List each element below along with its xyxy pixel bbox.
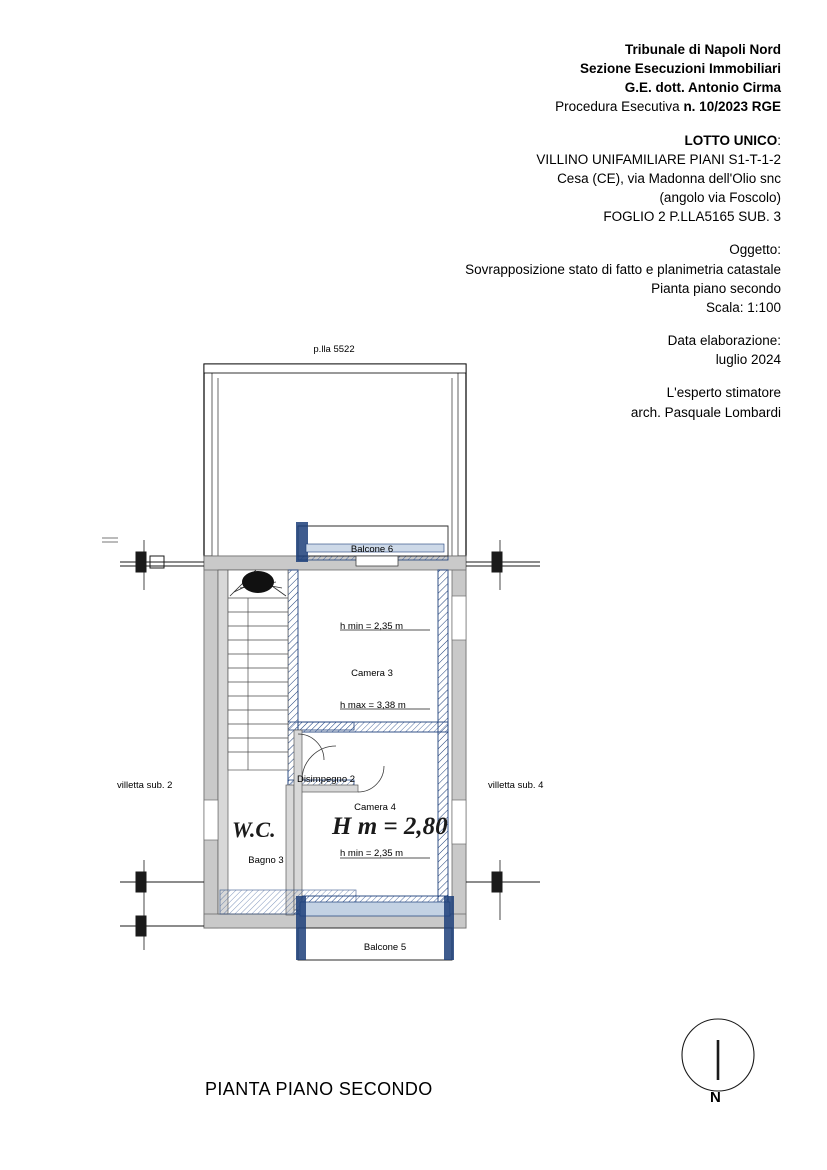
room-label-camera-3: Camera 3 bbox=[351, 668, 393, 679]
procedure-number: n. 10/2023 RGE bbox=[683, 99, 781, 115]
procedure-line bbox=[301, 97, 781, 116]
date-label: Data elaborazione: bbox=[667, 333, 781, 349]
room-label-camera-4: Camera 4 bbox=[354, 802, 396, 813]
handwritten-height: H m = 2,80 bbox=[332, 813, 448, 840]
judge-name: G.E. dott. Antonio Cirma bbox=[624, 80, 781, 96]
expert-label: L'esperto stimatore bbox=[666, 385, 781, 401]
room-label-bagno-3: Bagno 3 bbox=[248, 855, 284, 866]
object-block bbox=[301, 240, 781, 317]
lot-line bbox=[301, 131, 781, 150]
date-value: luglio 2024 bbox=[715, 352, 781, 368]
floor-plan-svg bbox=[100, 330, 660, 1030]
height-max-camera3: h max = 3,38 m bbox=[340, 700, 406, 711]
height-min-camera3: h min = 2,35 m bbox=[340, 621, 404, 632]
lot-description-2: Cesa (CE), via Madonna dell'Olio snc bbox=[557, 170, 781, 186]
object-line-2: Pianta piano secondo bbox=[651, 280, 781, 296]
height-min-camera4: h min = 2,35 m bbox=[340, 848, 404, 859]
floor-plan-drawing bbox=[100, 330, 660, 1030]
lot-description-4: FOGLIO 2 P.LLA5165 SUB. 3 bbox=[603, 209, 781, 225]
lot-colon: : bbox=[777, 132, 781, 148]
room-label-balcone-6: Balcone 6 bbox=[350, 544, 394, 555]
parcel-label: p.lla 5522 bbox=[313, 344, 355, 355]
left-annotation-tick bbox=[102, 538, 118, 542]
north-arrow bbox=[681, 1018, 755, 1092]
lot-block bbox=[301, 131, 781, 227]
neighbour-right-label: villetta sub. 4 bbox=[488, 780, 544, 791]
scale-line: Scala: 1:100 bbox=[705, 299, 781, 315]
handwritten-wc: W.C. bbox=[232, 817, 276, 842]
plan-title: PIANTA PIANO SECONDO bbox=[205, 1079, 433, 1099]
object-line-1: Sovrapposizione stato di fatto e planimetria catastale bbox=[465, 261, 781, 277]
lot-label: LOTTO UNICO bbox=[684, 132, 778, 148]
room-label-disimpegno-2: Disimpegno 2 bbox=[296, 774, 356, 785]
object-label: Oggetto: bbox=[729, 242, 781, 258]
procedure-prefix: Procedura Esecutiva bbox=[555, 99, 684, 115]
section-name: Sezione Esecuzioni Immobiliari bbox=[579, 61, 781, 77]
lot-description-1: VILLINO UNIFAMILIARE PIANI S1-T-1-2 bbox=[536, 151, 781, 167]
room-label-balcone-5: Balcone 5 bbox=[363, 942, 407, 953]
lot-description-3: (angolo via Foscolo) bbox=[659, 190, 781, 206]
north-letter: N bbox=[710, 1089, 721, 1106]
neighbour-left-label: villetta sub. 2 bbox=[117, 780, 173, 791]
court-name: Tribunale di Napoli Nord bbox=[624, 42, 781, 57]
expert-value: arch. Pasquale Lombardi bbox=[630, 404, 781, 420]
staircase bbox=[228, 570, 288, 770]
